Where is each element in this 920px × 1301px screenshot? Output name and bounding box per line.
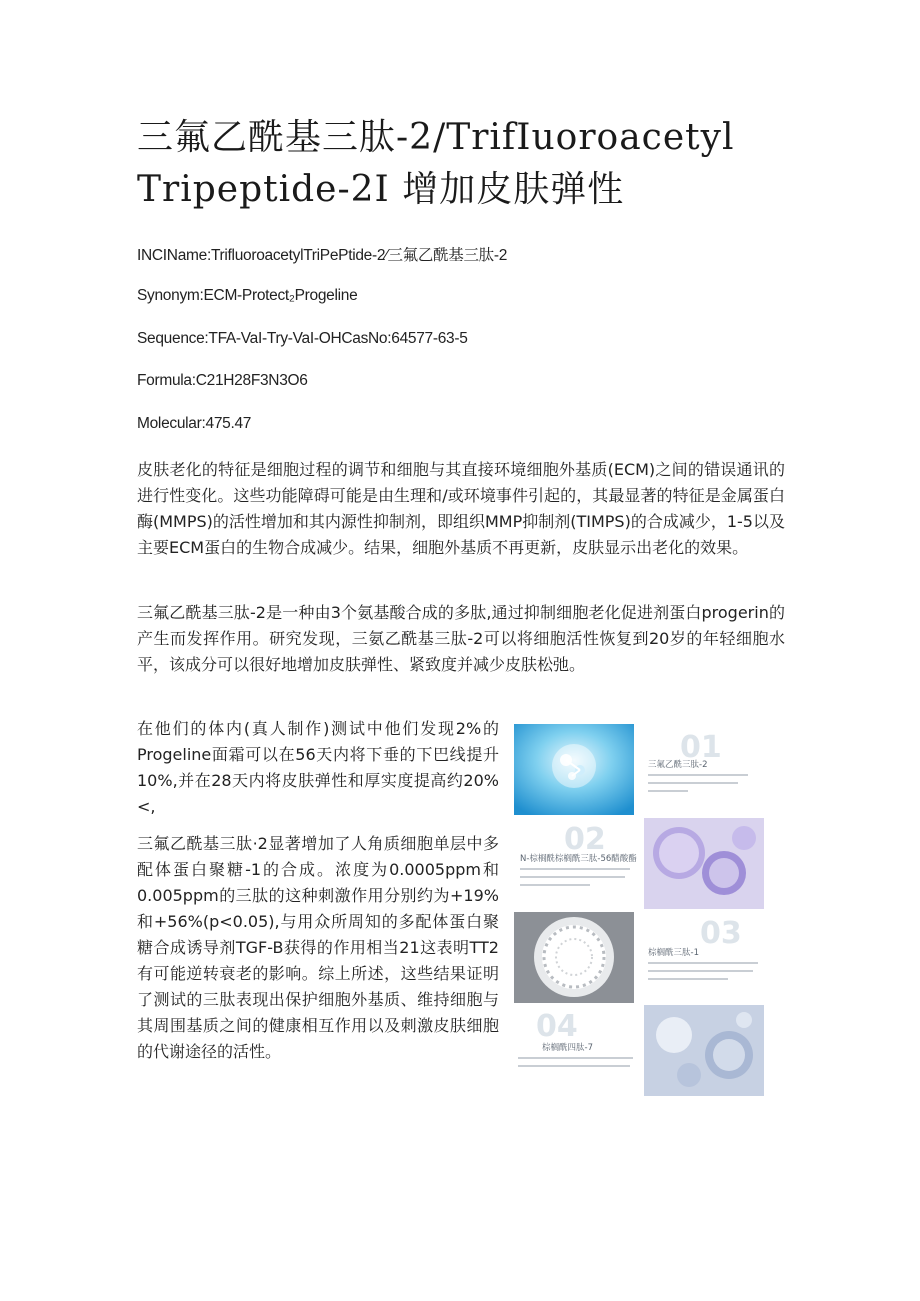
paragraph-syndecan: 三氟乙酰基三肽·2显著增加了人角质细胞单层中多配体蛋白聚糖-1的合成。浓度为0.0005ppm和0.005ppm的三肽的这种刺激作用分别约为+19%和+56%(p<0.05),与用众所周知的多配体蛋白聚糖合成诱导剂TGF-B获得的作用相当21这表明TT2有可能逆转衰老的影响。综上所述，这些结果证明了测试的三肽表现出保护细胞外基质、维持细胞与其周围基质之间的健康相互作用以及刺激皮肤细胞的代谢途径的活性。: [137, 834, 499, 1061]
text-line: [648, 970, 753, 972]
text-line: [648, 790, 688, 792]
paragraph-mechanism: 三氟乙酰基三肽-2是一种由3个氨基酸合成的多肽,通过抑制细胞老化促进剂蛋白progerin的产生而发挥作用。研究发现，三氨乙酰基三肽-2可以将细胞活性恢复到20岁的年轻细胞水平，该成分可以很好地增加皮肤弹性、紧致度并减少皮肤松弛。: [137, 603, 785, 674]
panel-2-number: 02: [564, 822, 606, 857]
text-line: [520, 876, 625, 878]
formula: Formula:C21H28F3N3O6: [137, 372, 308, 389]
panel-2-text: [514, 818, 640, 909]
text-line: [518, 1065, 630, 1067]
panel-4-text: [514, 1005, 640, 1096]
panel-3-text: [638, 912, 764, 1003]
molecule-photo-1: [514, 724, 634, 815]
text-line: [648, 774, 748, 776]
title-line-1: 三氟乙酰基三肽-2/TrifIuoroacetyl: [137, 117, 735, 158]
inci-name: INCIName:TrifluoroacetylTriPePtide-2∕三氟乙酰基三肽-2: [137, 247, 508, 264]
paragraph-in-vivo: 在他们的体内(真人制作)测试中他们发现2%的Progeline面霜可以在56天内将下垂的下巴线提升10%,并在28天内将皮肤弹性和厚实度提高约20%<,: [137, 719, 499, 816]
title-line-2: Tripeptide-2I 增加皮肤弹性: [137, 169, 625, 210]
panel-2-title: N-棕榈酰棕榈酰三肽-56醋酸酯: [520, 854, 637, 864]
figure-panel-1: [514, 724, 764, 815]
text-line: [648, 978, 728, 980]
synonym: Synonym:ECM-Protect₂Progeline: [137, 287, 358, 304]
text-line: [648, 782, 738, 784]
text-line: [648, 962, 758, 964]
panel-1-number: 01: [680, 730, 722, 765]
panel-4-title: 棕榈酰四肽-7: [542, 1043, 593, 1053]
molecular-weight: Molecular:475.47: [137, 415, 252, 432]
figure-panel-2: [514, 818, 764, 909]
molecule-photo-2: [644, 818, 764, 909]
panel-1-title: 三氟乙酰三肽-2: [648, 760, 708, 770]
sequence: Sequence:TFA-VaI-Try-VaI-OHCasNo:64577-63-5: [137, 330, 468, 347]
page-title: [137, 112, 837, 216]
panel-3-number: 03: [700, 916, 742, 951]
text-line: [520, 868, 630, 870]
peptide-figure: [514, 724, 764, 1096]
panel-4-number: 04: [536, 1009, 578, 1044]
figure-panel-4: [514, 1005, 764, 1096]
molecule-photo-4: [644, 1005, 764, 1096]
text-line: [518, 1057, 633, 1059]
paragraph-aging: 皮肤老化的特征是细胞过程的调节和细胞与其直接环境细胞外基质(ECM)之间的错误通讯的进行性变化。这些功能障碍可能是由生理和/或环境事件引起的，其最显著的特征是金属蛋白酶(MMPS)的活性增加和其内源性抑制剂，即组织MMP抑制剂(TIMPS)的合成减少，1-5以及主要ECM蛋白的生物合成减少。结果，细胞外基质不再更新，皮肤显示出老化的效果。: [137, 460, 785, 557]
molecule-photo-3: [514, 912, 634, 1003]
text-line: [520, 884, 590, 886]
figure-panel-3: [514, 912, 764, 1003]
panel-1-text: [638, 724, 764, 815]
panel-3-title: 棕榈酰三肽-1: [648, 948, 699, 958]
